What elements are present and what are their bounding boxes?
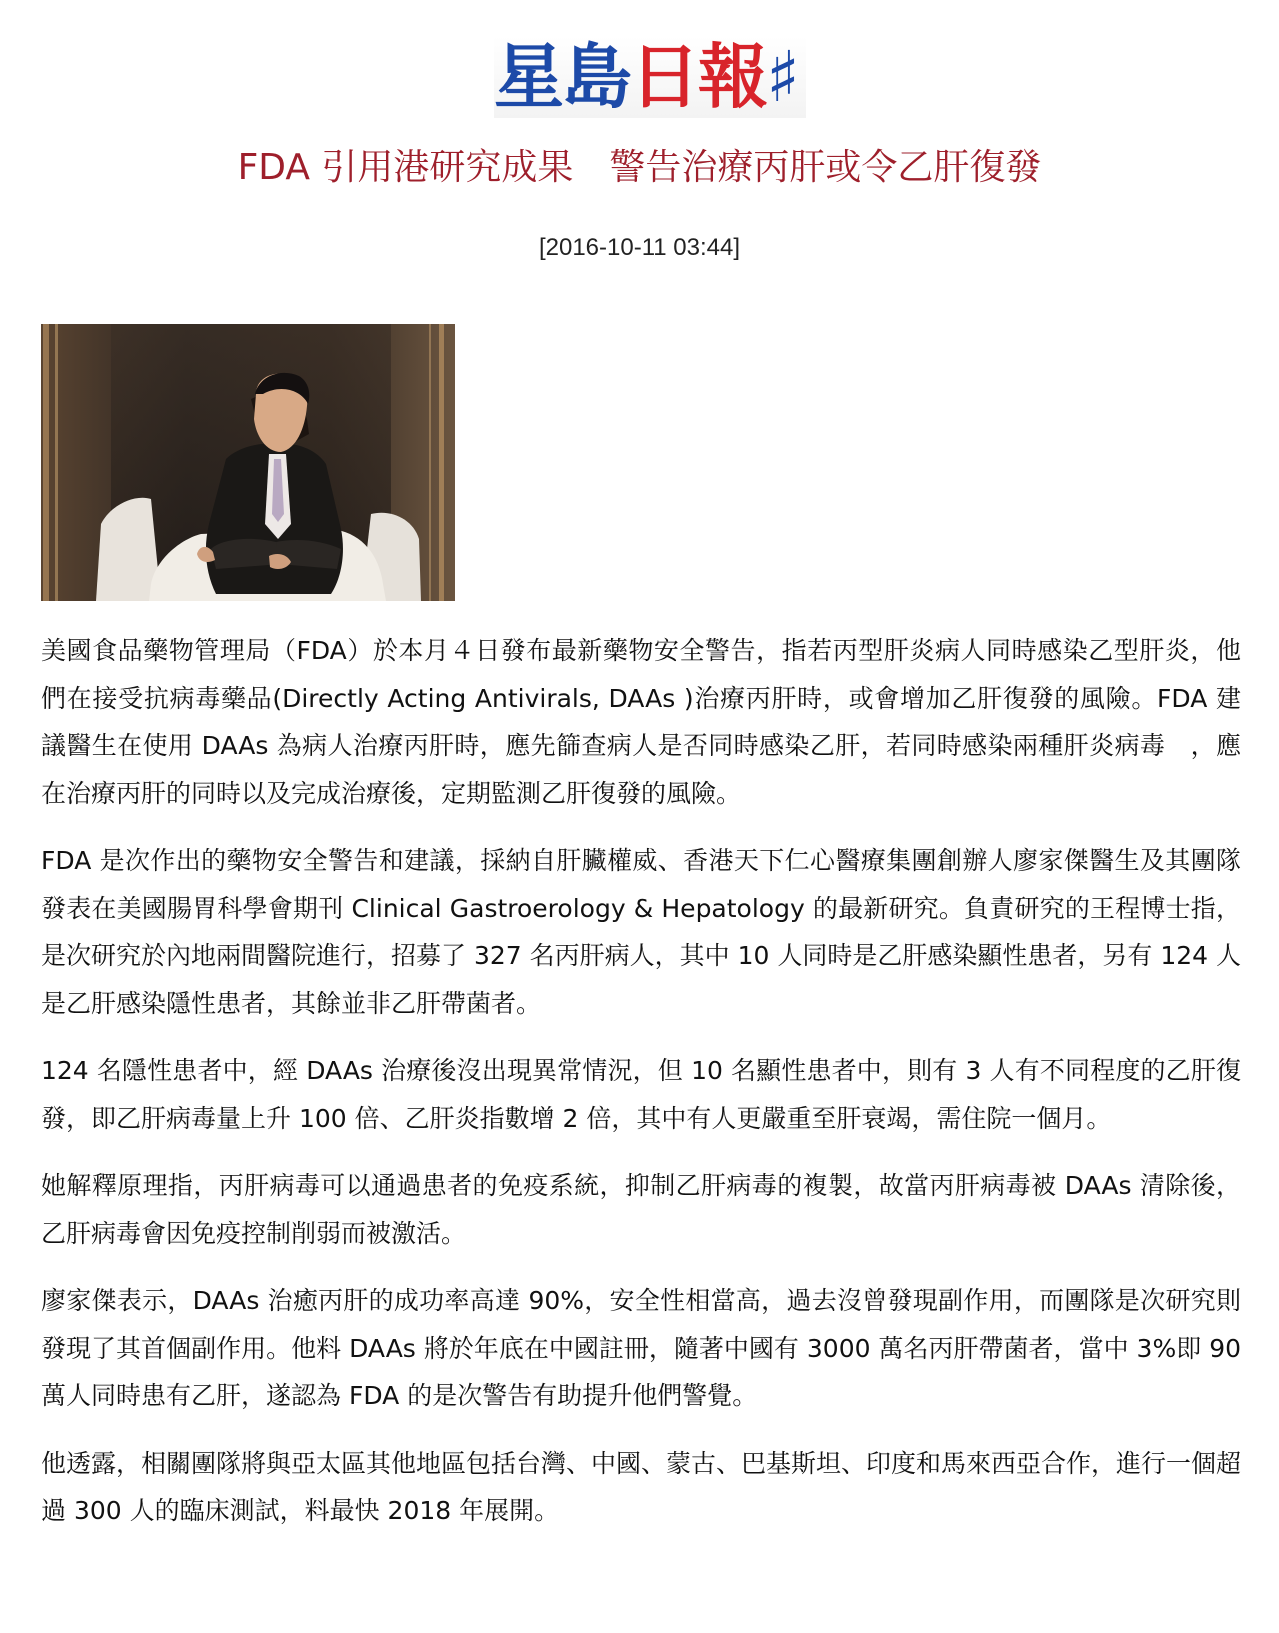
newspaper-logo bbox=[494, 36, 806, 118]
logo-wordmark-part-3: ♯ bbox=[766, 36, 798, 118]
portrait-photo bbox=[41, 324, 455, 601]
portrait-photo-icon bbox=[41, 324, 455, 601]
article-paragraph: 廖家傑表示，DAAs 治癒丙肝的成功率高達 90%，安全性相當高，過去沒曾發現副作用，而團隊是次研究則發現了其首個副作用。他料 DAAs 將於年底在中國註冊，隨著中國有 3000 萬名丙肝帶菌者，當中 3%即 90 萬人同時患有乙肝，遂認為 FDA 的是次警告有助提升他們警覺。 bbox=[41, 1286, 1241, 1410]
article-body bbox=[41, 627, 1241, 1555]
article-paragraph: 124 名隱性患者中，經 DAAs 治療後沒出現異常情況，但 10 名顯性患者中，則有 3 人有不同程度的乙肝復發，即乙肝病毒量上升 100 倍、乙肝炎指數增 2 倍，其中有人更嚴重至肝衰竭，需住院一個月。 bbox=[41, 1056, 1241, 1133]
article-dateline: [2016-10-11 03:44] bbox=[538, 234, 741, 261]
article-paragraph: FDA 是次作出的藥物安全警告和建議，採納自肝臟權威、香港天下仁心醫療集團創辦人廖家傑醫生及其團隊發表在美國腸胃科學會期刊 Clinical Gastroerology & Hepatology 的最新研究。負責研究的王程博士指，是次研究於內地兩間醫院進行，招募了 327 名丙肝病人，其中 10 人同時是乙肝感染顯性患者，另有 124 人是乙肝感染隱性患者，其餘並非乙肝帶菌者。 bbox=[41, 846, 1241, 1018]
logo-wordmark bbox=[494, 36, 806, 118]
article-paragraph: 美國食品藥物管理局（FDA）於本月４日發布最新藥物安全警告，指若丙型肝炎病人同時感染乙型肝炎，他們在接受抗病毒藥品(Directly Acting Antivirals, DAAs )治療丙肝時，或會增加乙肝復發的風險。FDA 建議醫生在使用 DAAs 為病人治療丙肝時，應先篩查病人是否同時感染乙肝，若同時感染兩種肝炎病毒 ，應在治療丙肝的同時以及完成治療後，定期監測乙肝復發的風險。 bbox=[41, 636, 1241, 808]
article-paragraph: 他透露，相關團隊將與亞太區其他地區包括台灣、中國、蒙古、巴基斯坦、印度和馬來西亞合作，進行一個超過 300 人的臨床測試，料最快 2018 年展開。 bbox=[41, 1448, 1242, 1525]
logo-wordmark-part-2: 日報 bbox=[630, 36, 766, 118]
article-headline: FDA 引用港研究成果 警告治療丙肝或令乙肝復發 bbox=[237, 147, 1042, 188]
article-paragraph: 她解釋原理指，丙肝病毒可以通過患者的免疫系統，抑制乙肝病毒的複製，故當丙肝病毒被 DAAs 清除後，乙肝病毒會因免疫控制削弱而被激活。 bbox=[41, 1171, 1241, 1248]
logo-wordmark-part-1: 星島 bbox=[494, 36, 630, 118]
